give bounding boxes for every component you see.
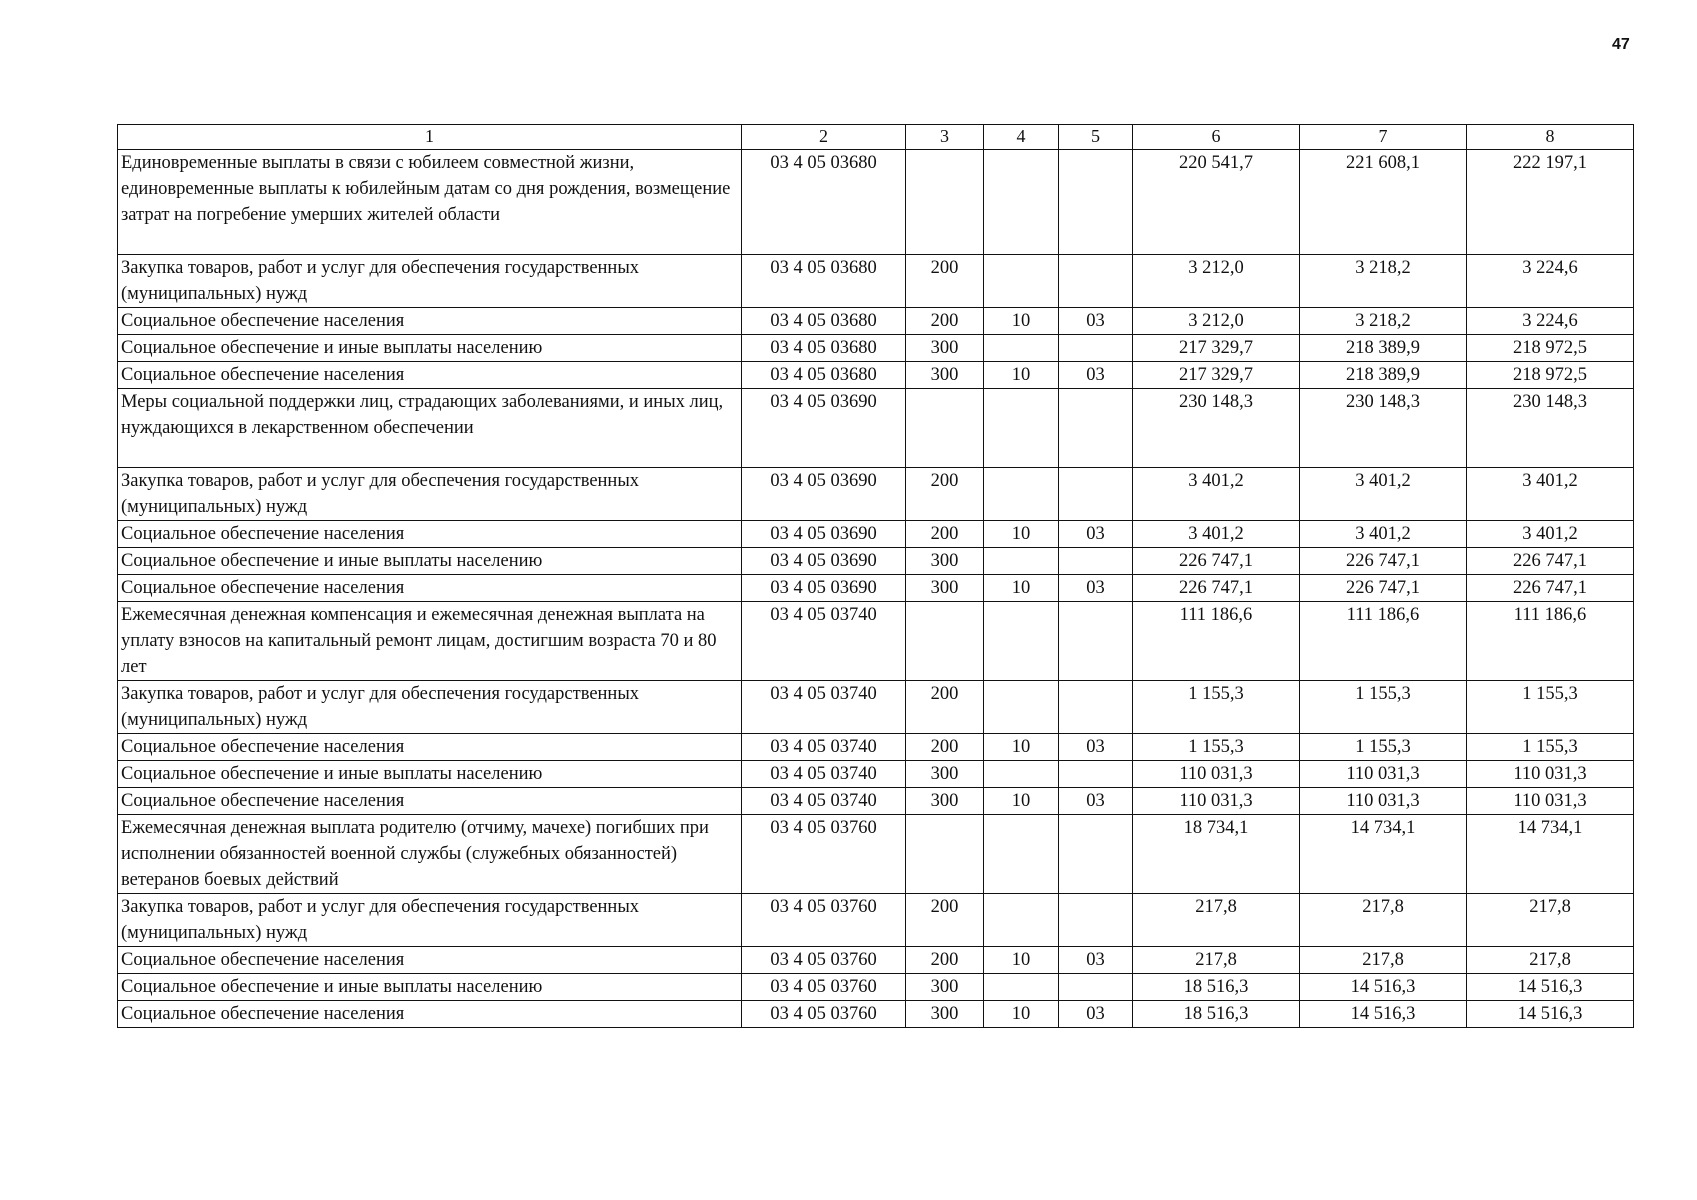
value-col7-cell: 218 389,9 (1300, 335, 1467, 362)
table-row (118, 974, 1634, 1001)
subsection-cell (1059, 681, 1133, 734)
value-col8-cell: 217,8 (1467, 947, 1634, 974)
table-header-row (118, 125, 1634, 150)
code-cell: 03 4 05 03740 (742, 602, 906, 681)
expense-type-cell (906, 389, 984, 468)
value-col6-cell: 1 155,3 (1133, 734, 1300, 761)
value-col7-cell: 3 401,2 (1300, 521, 1467, 548)
expense-type-cell: 200 (906, 255, 984, 308)
section-cell: 10 (984, 575, 1059, 602)
table-row (118, 308, 1634, 335)
table-row (118, 150, 1634, 255)
header-cell: 7 (1300, 125, 1467, 150)
row-name-cell: Ежемесячная денежная компенсация и ежемесячная денежная выплата на уплату взносов на капитальный ремонт лицам, достигшим возраста 70 и 80 лет (118, 602, 742, 681)
row-name-cell: Социальное обеспечение и иные выплаты населению (118, 761, 742, 788)
value-col8-cell: 226 747,1 (1467, 575, 1634, 602)
section-cell (984, 548, 1059, 575)
value-col7-cell: 111 186,6 (1300, 602, 1467, 681)
code-cell: 03 4 05 03690 (742, 548, 906, 575)
value-col8-cell: 3 224,6 (1467, 255, 1634, 308)
row-name-cell: Социальное обеспечение населения (118, 734, 742, 761)
table-row (118, 947, 1634, 974)
expense-type-cell: 300 (906, 1001, 984, 1028)
code-cell: 03 4 05 03760 (742, 974, 906, 1001)
subsection-cell: 03 (1059, 575, 1133, 602)
value-col8-cell: 226 747,1 (1467, 548, 1634, 575)
value-col7-cell: 14 516,3 (1300, 974, 1467, 1001)
value-col7-cell: 110 031,3 (1300, 788, 1467, 815)
subsection-cell: 03 (1059, 521, 1133, 548)
value-col6-cell: 110 031,3 (1133, 788, 1300, 815)
subsection-cell (1059, 150, 1133, 255)
value-col7-cell: 226 747,1 (1300, 575, 1467, 602)
row-name-cell: Социальное обеспечение населения (118, 521, 742, 548)
subsection-cell (1059, 255, 1133, 308)
row-name-cell: Социальное обеспечение населения (118, 947, 742, 974)
value-col8-cell: 111 186,6 (1467, 602, 1634, 681)
table-row (118, 761, 1634, 788)
value-col7-cell: 3 218,2 (1300, 255, 1467, 308)
value-col7-cell: 217,8 (1300, 947, 1467, 974)
table-row (118, 894, 1634, 947)
value-col8-cell: 3 224,6 (1467, 308, 1634, 335)
value-col8-cell: 218 972,5 (1467, 362, 1634, 389)
code-cell: 03 4 05 03760 (742, 815, 906, 894)
value-col8-cell: 110 031,3 (1467, 788, 1634, 815)
value-col6-cell: 3 401,2 (1133, 468, 1300, 521)
page-number: 47 (1612, 36, 1630, 53)
code-cell: 03 4 05 03760 (742, 894, 906, 947)
row-name-cell: Закупка товаров, работ и услуг для обеспечения государственных (муниципальных) нужд (118, 255, 742, 308)
expense-type-cell (906, 815, 984, 894)
code-cell: 03 4 05 03740 (742, 734, 906, 761)
code-cell: 03 4 05 03690 (742, 468, 906, 521)
value-col8-cell: 3 401,2 (1467, 521, 1634, 548)
table-row (118, 1001, 1634, 1028)
value-col8-cell: 110 031,3 (1467, 761, 1634, 788)
table-row (118, 681, 1634, 734)
value-col6-cell: 1 155,3 (1133, 681, 1300, 734)
value-col6-cell: 3 401,2 (1133, 521, 1300, 548)
value-col6-cell: 220 541,7 (1133, 150, 1300, 255)
code-cell: 03 4 05 03680 (742, 150, 906, 255)
section-cell (984, 974, 1059, 1001)
value-col8-cell: 230 148,3 (1467, 389, 1634, 468)
table-row (118, 255, 1634, 308)
table-row (118, 602, 1634, 681)
table-row (118, 335, 1634, 362)
value-col7-cell: 3 401,2 (1300, 468, 1467, 521)
section-cell: 10 (984, 521, 1059, 548)
value-col6-cell: 217 329,7 (1133, 362, 1300, 389)
value-col7-cell: 14 734,1 (1300, 815, 1467, 894)
row-name-cell: Меры социальной поддержки лиц, страдающих заболеваниями, и иных лиц, нуждающихся в лекарственном обеспечении (118, 389, 742, 468)
value-col8-cell: 1 155,3 (1467, 734, 1634, 761)
expense-type-cell: 300 (906, 761, 984, 788)
section-cell (984, 389, 1059, 468)
value-col7-cell: 14 516,3 (1300, 1001, 1467, 1028)
row-name-cell: Социальное обеспечение и иные выплаты населению (118, 974, 742, 1001)
section-cell (984, 894, 1059, 947)
table-row (118, 548, 1634, 575)
expense-type-cell: 300 (906, 362, 984, 389)
section-cell: 10 (984, 788, 1059, 815)
section-cell (984, 815, 1059, 894)
code-cell: 03 4 05 03680 (742, 335, 906, 362)
value-col6-cell: 230 148,3 (1133, 389, 1300, 468)
table-row (118, 468, 1634, 521)
section-cell (984, 468, 1059, 521)
subsection-cell (1059, 974, 1133, 1001)
value-col6-cell: 111 186,6 (1133, 602, 1300, 681)
header-cell: 4 (984, 125, 1059, 150)
code-cell: 03 4 05 03680 (742, 362, 906, 389)
expense-type-cell: 300 (906, 974, 984, 1001)
code-cell: 03 4 05 03690 (742, 575, 906, 602)
code-cell: 03 4 05 03680 (742, 255, 906, 308)
expense-type-cell (906, 150, 984, 255)
section-cell (984, 150, 1059, 255)
value-col8-cell: 14 516,3 (1467, 974, 1634, 1001)
expense-type-cell: 200 (906, 468, 984, 521)
subsection-cell (1059, 548, 1133, 575)
row-name-cell: Социальное обеспечение населения (118, 362, 742, 389)
expense-type-cell: 200 (906, 947, 984, 974)
row-name-cell: Закупка товаров, работ и услуг для обеспечения государственных (муниципальных) нужд (118, 681, 742, 734)
expense-type-cell: 300 (906, 548, 984, 575)
value-col6-cell: 226 747,1 (1133, 548, 1300, 575)
header-cell: 1 (118, 125, 742, 150)
code-cell: 03 4 05 03760 (742, 947, 906, 974)
expense-type-cell (906, 602, 984, 681)
value-col8-cell: 218 972,5 (1467, 335, 1634, 362)
subsection-cell (1059, 761, 1133, 788)
table-row (118, 389, 1634, 468)
subsection-cell (1059, 815, 1133, 894)
row-name-cell: Социальное обеспечение населения (118, 1001, 742, 1028)
table-row (118, 815, 1634, 894)
value-col6-cell: 3 212,0 (1133, 255, 1300, 308)
subsection-cell: 03 (1059, 734, 1133, 761)
section-cell: 10 (984, 308, 1059, 335)
value-col8-cell: 1 155,3 (1467, 681, 1634, 734)
value-col8-cell: 217,8 (1467, 894, 1634, 947)
subsection-cell: 03 (1059, 362, 1133, 389)
row-name-cell: Социальное обеспечение населения (118, 788, 742, 815)
subsection-cell: 03 (1059, 1001, 1133, 1028)
value-col7-cell: 110 031,3 (1300, 761, 1467, 788)
row-name-cell: Социальное обеспечение и иные выплаты населению (118, 548, 742, 575)
row-name-cell: Единовременные выплаты в связи с юбилеем совместной жизни, единовременные выплаты к юбилейным датам со дня рождения, возмещение затрат на погребение умерших жителей области (118, 150, 742, 255)
value-col8-cell: 3 401,2 (1467, 468, 1634, 521)
value-col7-cell: 218 389,9 (1300, 362, 1467, 389)
table-row (118, 521, 1634, 548)
section-cell (984, 602, 1059, 681)
row-name-cell: Социальное обеспечение и иные выплаты населению (118, 335, 742, 362)
section-cell: 10 (984, 734, 1059, 761)
section-cell: 10 (984, 362, 1059, 389)
value-col6-cell: 217,8 (1133, 947, 1300, 974)
subsection-cell (1059, 894, 1133, 947)
value-col6-cell: 18 516,3 (1133, 1001, 1300, 1028)
subsection-cell (1059, 468, 1133, 521)
header-cell: 5 (1059, 125, 1133, 150)
value-col6-cell: 217 329,7 (1133, 335, 1300, 362)
subsection-cell: 03 (1059, 788, 1133, 815)
table-row (118, 788, 1634, 815)
header-cell: 2 (742, 125, 906, 150)
subsection-cell (1059, 602, 1133, 681)
code-cell: 03 4 05 03740 (742, 788, 906, 815)
expense-type-cell: 200 (906, 894, 984, 947)
row-name-cell: Закупка товаров, работ и услуг для обеспечения государственных (муниципальных) нужд (118, 894, 742, 947)
section-cell: 10 (984, 947, 1059, 974)
header-cell: 3 (906, 125, 984, 150)
section-cell (984, 255, 1059, 308)
subsection-cell: 03 (1059, 308, 1133, 335)
value-col7-cell: 1 155,3 (1300, 681, 1467, 734)
code-cell: 03 4 05 03740 (742, 761, 906, 788)
table-row (118, 362, 1634, 389)
row-name-cell: Социальное обеспечение населения (118, 575, 742, 602)
value-col7-cell: 226 747,1 (1300, 548, 1467, 575)
expense-type-cell: 300 (906, 788, 984, 815)
code-cell: 03 4 05 03690 (742, 521, 906, 548)
section-cell (984, 761, 1059, 788)
row-name-cell: Социальное обеспечение населения (118, 308, 742, 335)
code-cell: 03 4 05 03680 (742, 308, 906, 335)
value-col6-cell: 217,8 (1133, 894, 1300, 947)
value-col6-cell: 18 516,3 (1133, 974, 1300, 1001)
code-cell: 03 4 05 03760 (742, 1001, 906, 1028)
expense-type-cell: 200 (906, 521, 984, 548)
table-row (118, 575, 1634, 602)
code-cell: 03 4 05 03740 (742, 681, 906, 734)
expense-type-cell: 300 (906, 575, 984, 602)
section-cell (984, 335, 1059, 362)
value-col6-cell: 226 747,1 (1133, 575, 1300, 602)
value-col6-cell: 110 031,3 (1133, 761, 1300, 788)
header-cell: 8 (1467, 125, 1634, 150)
value-col8-cell: 14 516,3 (1467, 1001, 1634, 1028)
section-cell (984, 681, 1059, 734)
subsection-cell (1059, 335, 1133, 362)
value-col6-cell: 3 212,0 (1133, 308, 1300, 335)
row-name-cell: Закупка товаров, работ и услуг для обеспечения государственных (муниципальных) нужд (118, 468, 742, 521)
value-col8-cell: 222 197,1 (1467, 150, 1634, 255)
expense-type-cell: 300 (906, 335, 984, 362)
subsection-cell (1059, 389, 1133, 468)
subsection-cell: 03 (1059, 947, 1133, 974)
value-col7-cell: 1 155,3 (1300, 734, 1467, 761)
value-col8-cell: 14 734,1 (1467, 815, 1634, 894)
value-col6-cell: 18 734,1 (1133, 815, 1300, 894)
section-cell: 10 (984, 1001, 1059, 1028)
value-col7-cell: 3 218,2 (1300, 308, 1467, 335)
value-col7-cell: 221 608,1 (1300, 150, 1467, 255)
row-name-cell: Ежемесячная денежная выплата родителю (отчиму, мачехе) погибших при исполнении обязанностей военной службы (служебных обязанностей) ветеранов боевых действий (118, 815, 742, 894)
budget-table (117, 124, 1634, 1028)
table-row (118, 734, 1634, 761)
expense-type-cell: 200 (906, 734, 984, 761)
value-col7-cell: 230 148,3 (1300, 389, 1467, 468)
value-col7-cell: 217,8 (1300, 894, 1467, 947)
header-cell: 6 (1133, 125, 1300, 150)
expense-type-cell: 200 (906, 308, 984, 335)
code-cell: 03 4 05 03690 (742, 389, 906, 468)
expense-type-cell: 200 (906, 681, 984, 734)
